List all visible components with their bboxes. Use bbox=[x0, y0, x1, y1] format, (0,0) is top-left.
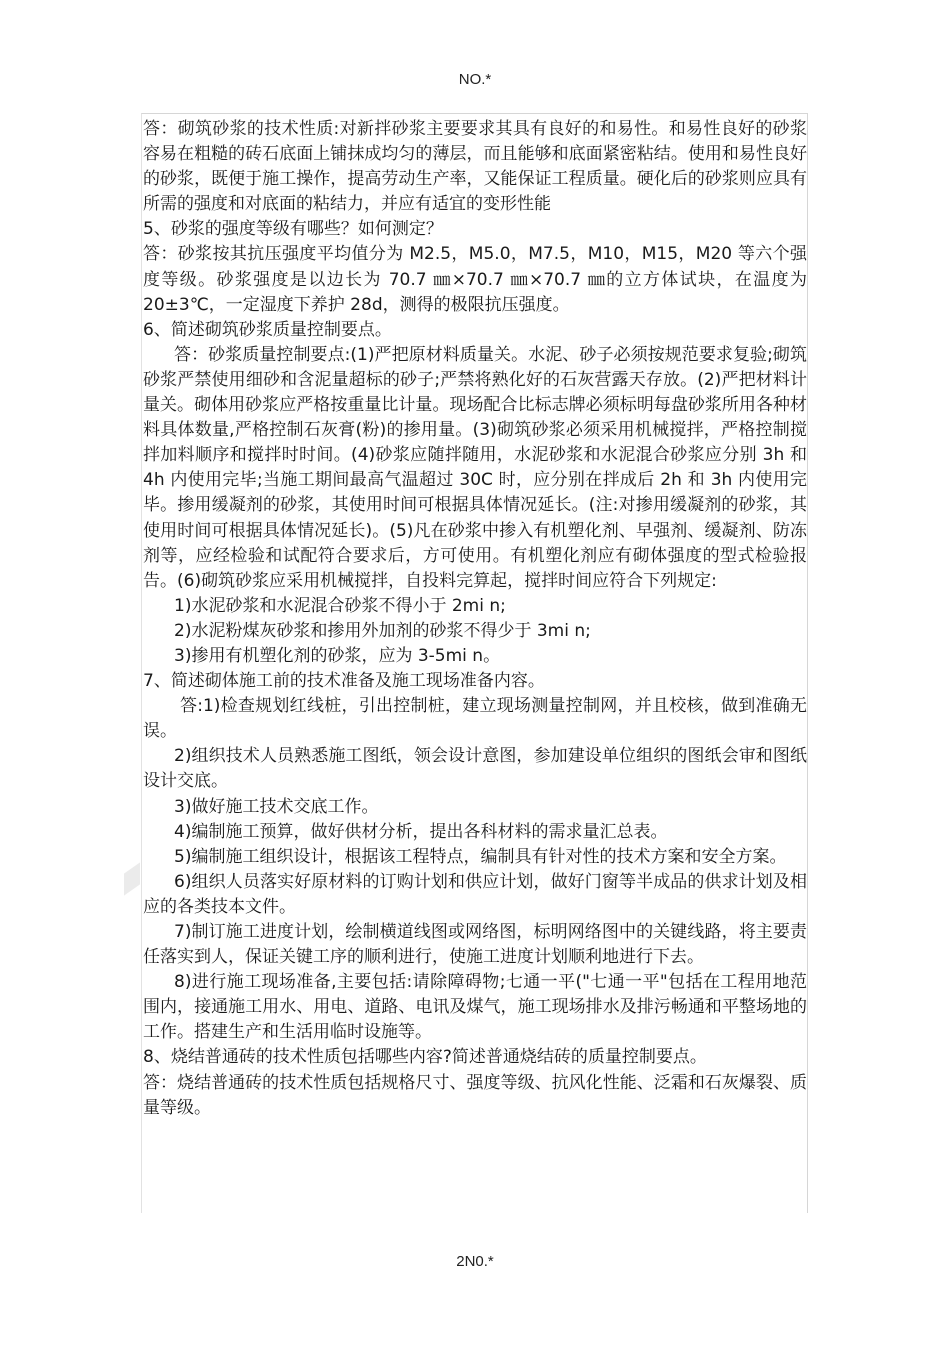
paragraph: 答：砂浆按其抗压强度平均值分为 M2.5，M5.0，M7.5，M10，M15，M20 等六个强度等级。砂浆强度是以边长为 70.7 ㎜×70.7 ㎜×70.7 ㎜的立方体试块，在温度为 20±3℃，一定湿度下养护 28d，测得的极限抗压强度。 bbox=[143, 244, 807, 315]
paragraph: 答：砌筑砂浆的技术性质:对新拌砂浆主要要求其具有良好的和易性。和易性良好的砂浆容易在粗糙的砖石底面上铺抹成均匀的薄层，而且能够和底面紧密粘结。使用和易性良好的砂浆，既便于施工操作，提高劳动生产率，又能保证工程质量。硬化后的砂浆则应具有所需的强度和对底面的粘结力，并应有适宜的变形性能 bbox=[143, 119, 807, 215]
question-heading: 5、砂浆的强度等级有哪些？如何测定？ bbox=[143, 219, 443, 240]
list-item: 1)水泥砂浆和水泥混合砂浆不得小于 2mi n; bbox=[174, 595, 506, 616]
margin-mark bbox=[124, 862, 140, 895]
page-footer: 2N0.* bbox=[456, 1253, 494, 1270]
list-item: 6)组织人员落实好原材料的订购计划和供应计划，做好门窗等半成品的供求计划及相应的各类技本文件。 bbox=[143, 871, 807, 917]
list-item: 3)做好施工技术交底工作。 bbox=[174, 796, 379, 817]
list-item: 答:1)检查规划红线桩，引出控制桩，建立现场测量控制网，并且校核，做到准确无误。 bbox=[143, 696, 807, 742]
document-body bbox=[143, 117, 807, 1121]
list-item: 3)掺用有机塑化剂的砂浆，应为 3-5mi n。 bbox=[174, 645, 501, 666]
list-item: 7)制订施工进度计划，绘制横道线图或网络图，标明网络图中的关键线路，将主要责任落实到人，保证关键工序的顺利进行，使施工进度计划顺利地进行下去。 bbox=[143, 922, 807, 968]
paragraph: 答：烧结普通砖的技术性质包括规格尺寸、强度等级、抗风化性能、泛霜和石灰爆裂、质量等级。 bbox=[143, 1072, 807, 1118]
question-heading: 8、烧结普通砖的技术性质包括哪些内容?简述普通烧结砖的质量控制要点。 bbox=[143, 1047, 707, 1068]
list-item: 8)进行施工现场准备,主要包括:请除障碍物;七通一平("七通一平"包括在工程用地范围内，接通施工用水、用电、道路、电讯及煤气，施工现场排水及排污畅通和平整场地的工作。搭建生产和生活用临时设施等。 bbox=[143, 972, 807, 1043]
list-item: 5)编制施工组织设计，根据该工程特点，编制具有针对性的技术方案和安全方案。 bbox=[174, 846, 787, 867]
list-item: 4)编制施工预算，做好供材分析，提出各科材料的需求量汇总表。 bbox=[174, 821, 668, 842]
question-heading: 7、简述砌体施工前的技术准备及施工现场准备内容。 bbox=[143, 671, 545, 692]
list-item: 2)水泥粉煤灰砂浆和掺用外加剂的砂浆不得少于 3mi n; bbox=[174, 620, 591, 641]
question-heading: 6、简述砌筑砂浆质量控制要点。 bbox=[143, 319, 392, 340]
paragraph: 答：砂浆质量控制要点:(1)严把原材料质量关。水泥、砂子必须按规范要求复验;砌筑砂浆严禁使用细砂和含泥量超标的砂子;严禁将熟化好的石灰营露天存放。(2)严把材料计量关。砌体用砂浆应严格按重量比计量。现场配合比标志牌必须标明每盘砂浆所用各种材料具体数量,严格控制石灰膏(粉)的掺用量。(3)砌筑砂浆必须采用机械搅拌，严格控制搅拌加料顺序和搅拌时时间。(4)砂浆应随拌随用，水泥砂浆和水泥混合砂浆应分别 3h 和 4h 内使用完毕;当施工期间最高气温超过 30C 时，应分别在拌成后 2h 和 3h 内使用完毕。掺用缓凝剂的砂浆，其使用时间可根据具体情况延长。(注:对掺用缓凝剂的砂浆，其使用时间可根据具体情况延长)。(5)凡在砂浆中掺入有机塑化剂、早强剂、缓凝剂、防冻剂等，应经检验和试配符合要求后，方可使用。有机塑化剂应有砌体强度的型式检验报告。(6)砌筑砂浆应采用机械搅拌，自投料完算起，搅拌时间应符合下列规定: bbox=[143, 344, 807, 591]
page-header: NO.* bbox=[458, 71, 492, 88]
list-item: 2)组织技术人员熟悉施工图纸，领会设计意图，参加建设单位组织的图纸会审和图纸设计交底。 bbox=[143, 746, 807, 792]
